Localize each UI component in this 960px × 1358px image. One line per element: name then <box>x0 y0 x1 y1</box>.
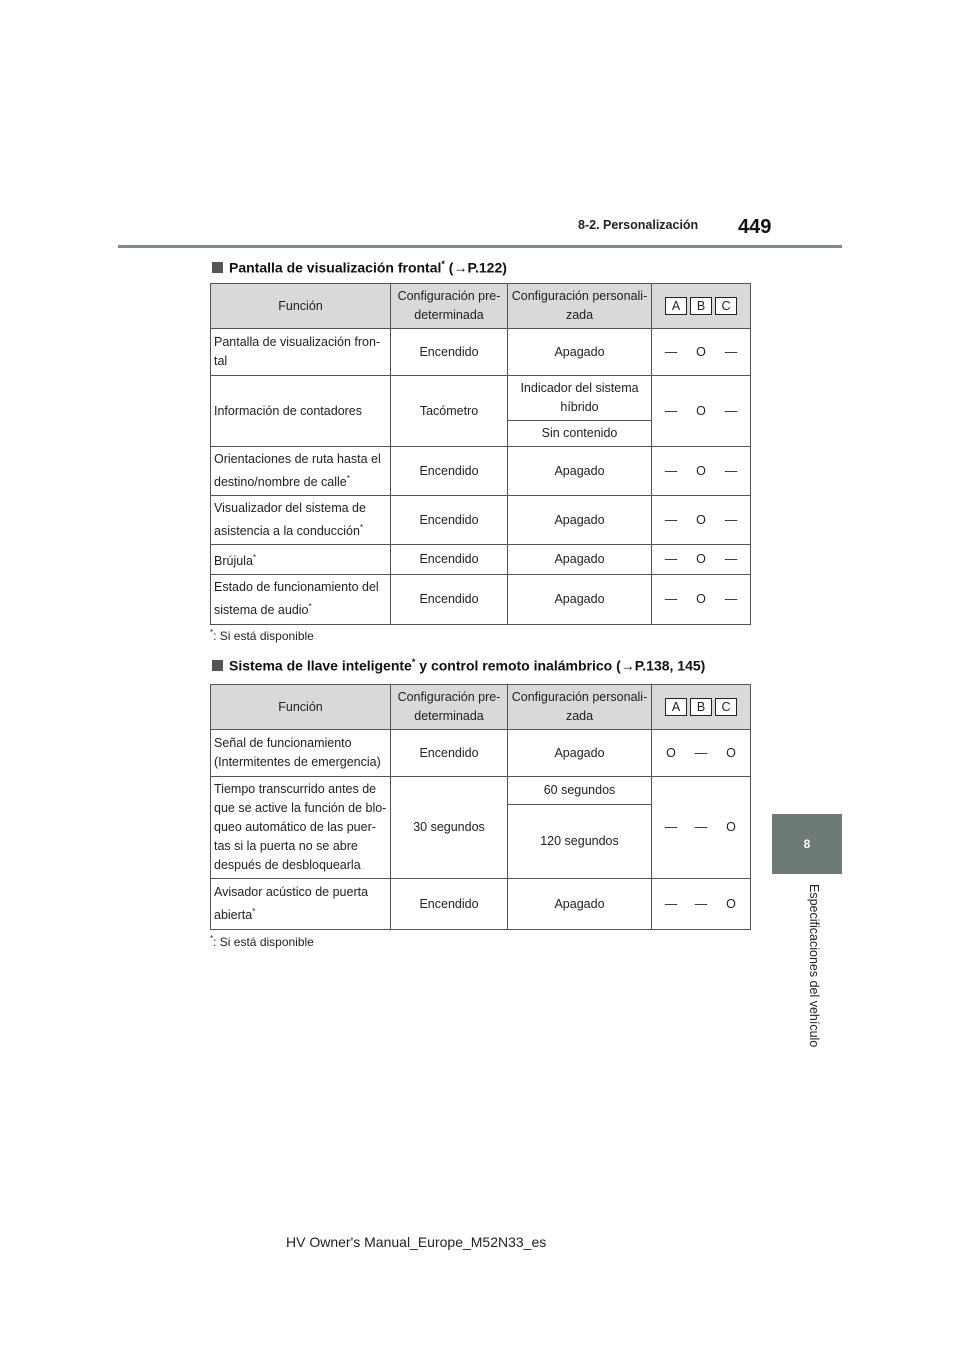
table-row <box>211 329 751 376</box>
section-header: 8-2. Personalización <box>578 218 699 232</box>
col-a-box: A <box>665 297 687 315</box>
cell-custom: Apagado <box>508 447 652 496</box>
cell-c: O <box>726 820 736 834</box>
cell-b: — <box>694 820 708 834</box>
cell-function: Tiempo transcurrido antes de que se active la función de blo-queo automático de las puer-tas si la puerta no se abre después de desbloquearla <box>211 777 391 879</box>
asterisk: * <box>210 628 214 637</box>
cell-c: — <box>724 463 738 478</box>
asterisk: * <box>252 553 257 563</box>
cell-a: — <box>664 592 678 607</box>
section-heading-smart-key <box>212 657 705 674</box>
cell-abc <box>652 376 751 447</box>
chapter-tab[interactable] <box>772 814 842 874</box>
asterisk: * <box>252 906 256 916</box>
header-default: Configuración pre-determinada <box>391 685 508 730</box>
cell-abc <box>652 730 751 777</box>
asterisk: * <box>411 657 416 667</box>
cell-default: Encendido <box>391 879 508 930</box>
cell-default: Encendido <box>391 545 508 575</box>
footer-text: HV Owner's Manual_Europe_M52N33_es <box>286 1234 547 1250</box>
heading-text: Sistema de llave inteligente <box>229 657 412 674</box>
heading-text: Pantalla de visualización frontal <box>229 259 442 276</box>
asterisk: * <box>441 259 445 269</box>
cell-abc <box>652 496 751 545</box>
cell-abc <box>652 575 751 624</box>
cell-abc <box>652 329 751 376</box>
cell-a: — <box>664 896 678 911</box>
cell-function: Información de contadores <box>211 376 391 447</box>
cell-abc <box>652 447 751 496</box>
cell-custom: 60 segundos <box>508 777 652 805</box>
cell-default: Encendido <box>391 447 508 496</box>
cell-b: O <box>696 344 706 359</box>
header-function: Función <box>211 284 391 329</box>
cell-custom: Apagado <box>508 545 652 575</box>
cell-c: — <box>724 592 738 607</box>
cell-default: Encendido <box>391 496 508 545</box>
hud-settings-table <box>210 283 751 625</box>
chapter-title: Especificaciones del vehículo <box>807 884 821 1048</box>
footnote: *: Si está disponible <box>210 628 314 643</box>
cell-c: — <box>724 512 738 527</box>
col-b-box: B <box>690 297 712 315</box>
cell-custom-alt: Sin contenido <box>508 421 652 447</box>
cell-custom: Apagado <box>508 496 652 545</box>
table-row <box>211 575 751 624</box>
table-row <box>211 879 751 930</box>
cell-c: O <box>726 745 736 760</box>
cell-default: Encendido <box>391 730 508 777</box>
asterisk: * <box>346 474 350 483</box>
footnote: *: Si está disponible <box>210 934 314 949</box>
cell-b: O <box>696 552 706 567</box>
cell-b: O <box>696 512 706 527</box>
table-row <box>211 447 751 496</box>
cell-b: O <box>696 592 706 607</box>
header-custom: Configuración personali-zada <box>508 284 652 329</box>
header-custom: Configuración personali-zada <box>508 685 652 730</box>
table-row <box>211 545 751 575</box>
header-function: Función <box>211 685 391 730</box>
cell-a: — <box>664 463 678 478</box>
col-c-box: C <box>715 297 737 315</box>
cell-function: Avisador acústico de puerta abierta* <box>211 879 391 930</box>
cell-function: Pantalla de visualización fron-tal <box>211 329 391 376</box>
smart-key-settings-table <box>210 684 751 930</box>
asterisk: * <box>210 934 214 943</box>
asterisk: * <box>308 602 312 612</box>
cell-a: — <box>664 552 678 567</box>
col-a-box: A <box>665 698 687 716</box>
cell-b: O <box>696 403 706 418</box>
cell-default: Encendido <box>391 329 508 376</box>
cell-c: — <box>724 403 738 418</box>
cell-custom: Apagado <box>508 879 652 930</box>
cell-abc <box>652 879 751 930</box>
cell-b: O <box>696 463 706 478</box>
chapter-number: 8 <box>803 837 811 851</box>
section-heading-hud <box>212 259 507 276</box>
heading-ref: (→P.122) <box>444 259 507 276</box>
square-bullet-icon <box>212 262 223 273</box>
cell-b: — <box>694 745 708 760</box>
header-abc <box>652 685 751 730</box>
cell-function: Señal de funcionamiento (Intermitentes de emergencia) <box>211 730 391 777</box>
cell-custom: Apagado <box>508 329 652 376</box>
col-b-box: B <box>690 698 712 716</box>
cell-abc <box>652 777 751 879</box>
header-abc <box>652 284 751 329</box>
cell-function: Orientaciones de ruta hasta el destino/nombre de calle* <box>211 447 391 496</box>
cell-a: O <box>666 745 676 760</box>
cell-default: 30 segundos <box>391 777 508 879</box>
table-row <box>211 376 751 421</box>
cell-custom: Apagado <box>508 730 652 777</box>
col-c-box: C <box>715 698 737 716</box>
cell-function: Estado de funcionamiento del sistema de audio* <box>211 575 391 624</box>
cell-function: Visualizador del sistema de asistencia a la conducción* <box>211 496 391 545</box>
cell-a: — <box>664 820 678 834</box>
cell-default: Encendido <box>391 575 508 624</box>
cell-c: O <box>726 896 736 911</box>
cell-function: Brújula* <box>211 545 391 575</box>
table-row <box>211 777 751 805</box>
cell-a: — <box>664 512 678 527</box>
cell-custom-alt: 120 segundos <box>508 804 652 878</box>
table-header-row <box>211 685 751 730</box>
cell-a: — <box>664 344 678 359</box>
header-default: Configuración pre-determinada <box>391 284 508 329</box>
asterisk: * <box>359 523 364 533</box>
heading-ref: y control remoto inalámbrico (→P.138, 145) <box>415 657 706 674</box>
table-row <box>211 730 751 777</box>
cell-c: — <box>724 344 738 359</box>
cell-default: Tacómetro <box>391 376 508 447</box>
cell-b: — <box>694 896 708 911</box>
cell-c: — <box>724 552 738 567</box>
cell-a: — <box>664 403 678 418</box>
table-header-row <box>211 284 751 329</box>
cell-custom: Apagado <box>508 575 652 624</box>
header-divider <box>118 245 842 248</box>
square-bullet-icon <box>212 660 223 671</box>
page-number: 449 <box>738 216 772 238</box>
cell-custom: Indicador del sistema híbrido <box>508 376 652 421</box>
cell-abc <box>652 545 751 575</box>
table-row <box>211 496 751 545</box>
